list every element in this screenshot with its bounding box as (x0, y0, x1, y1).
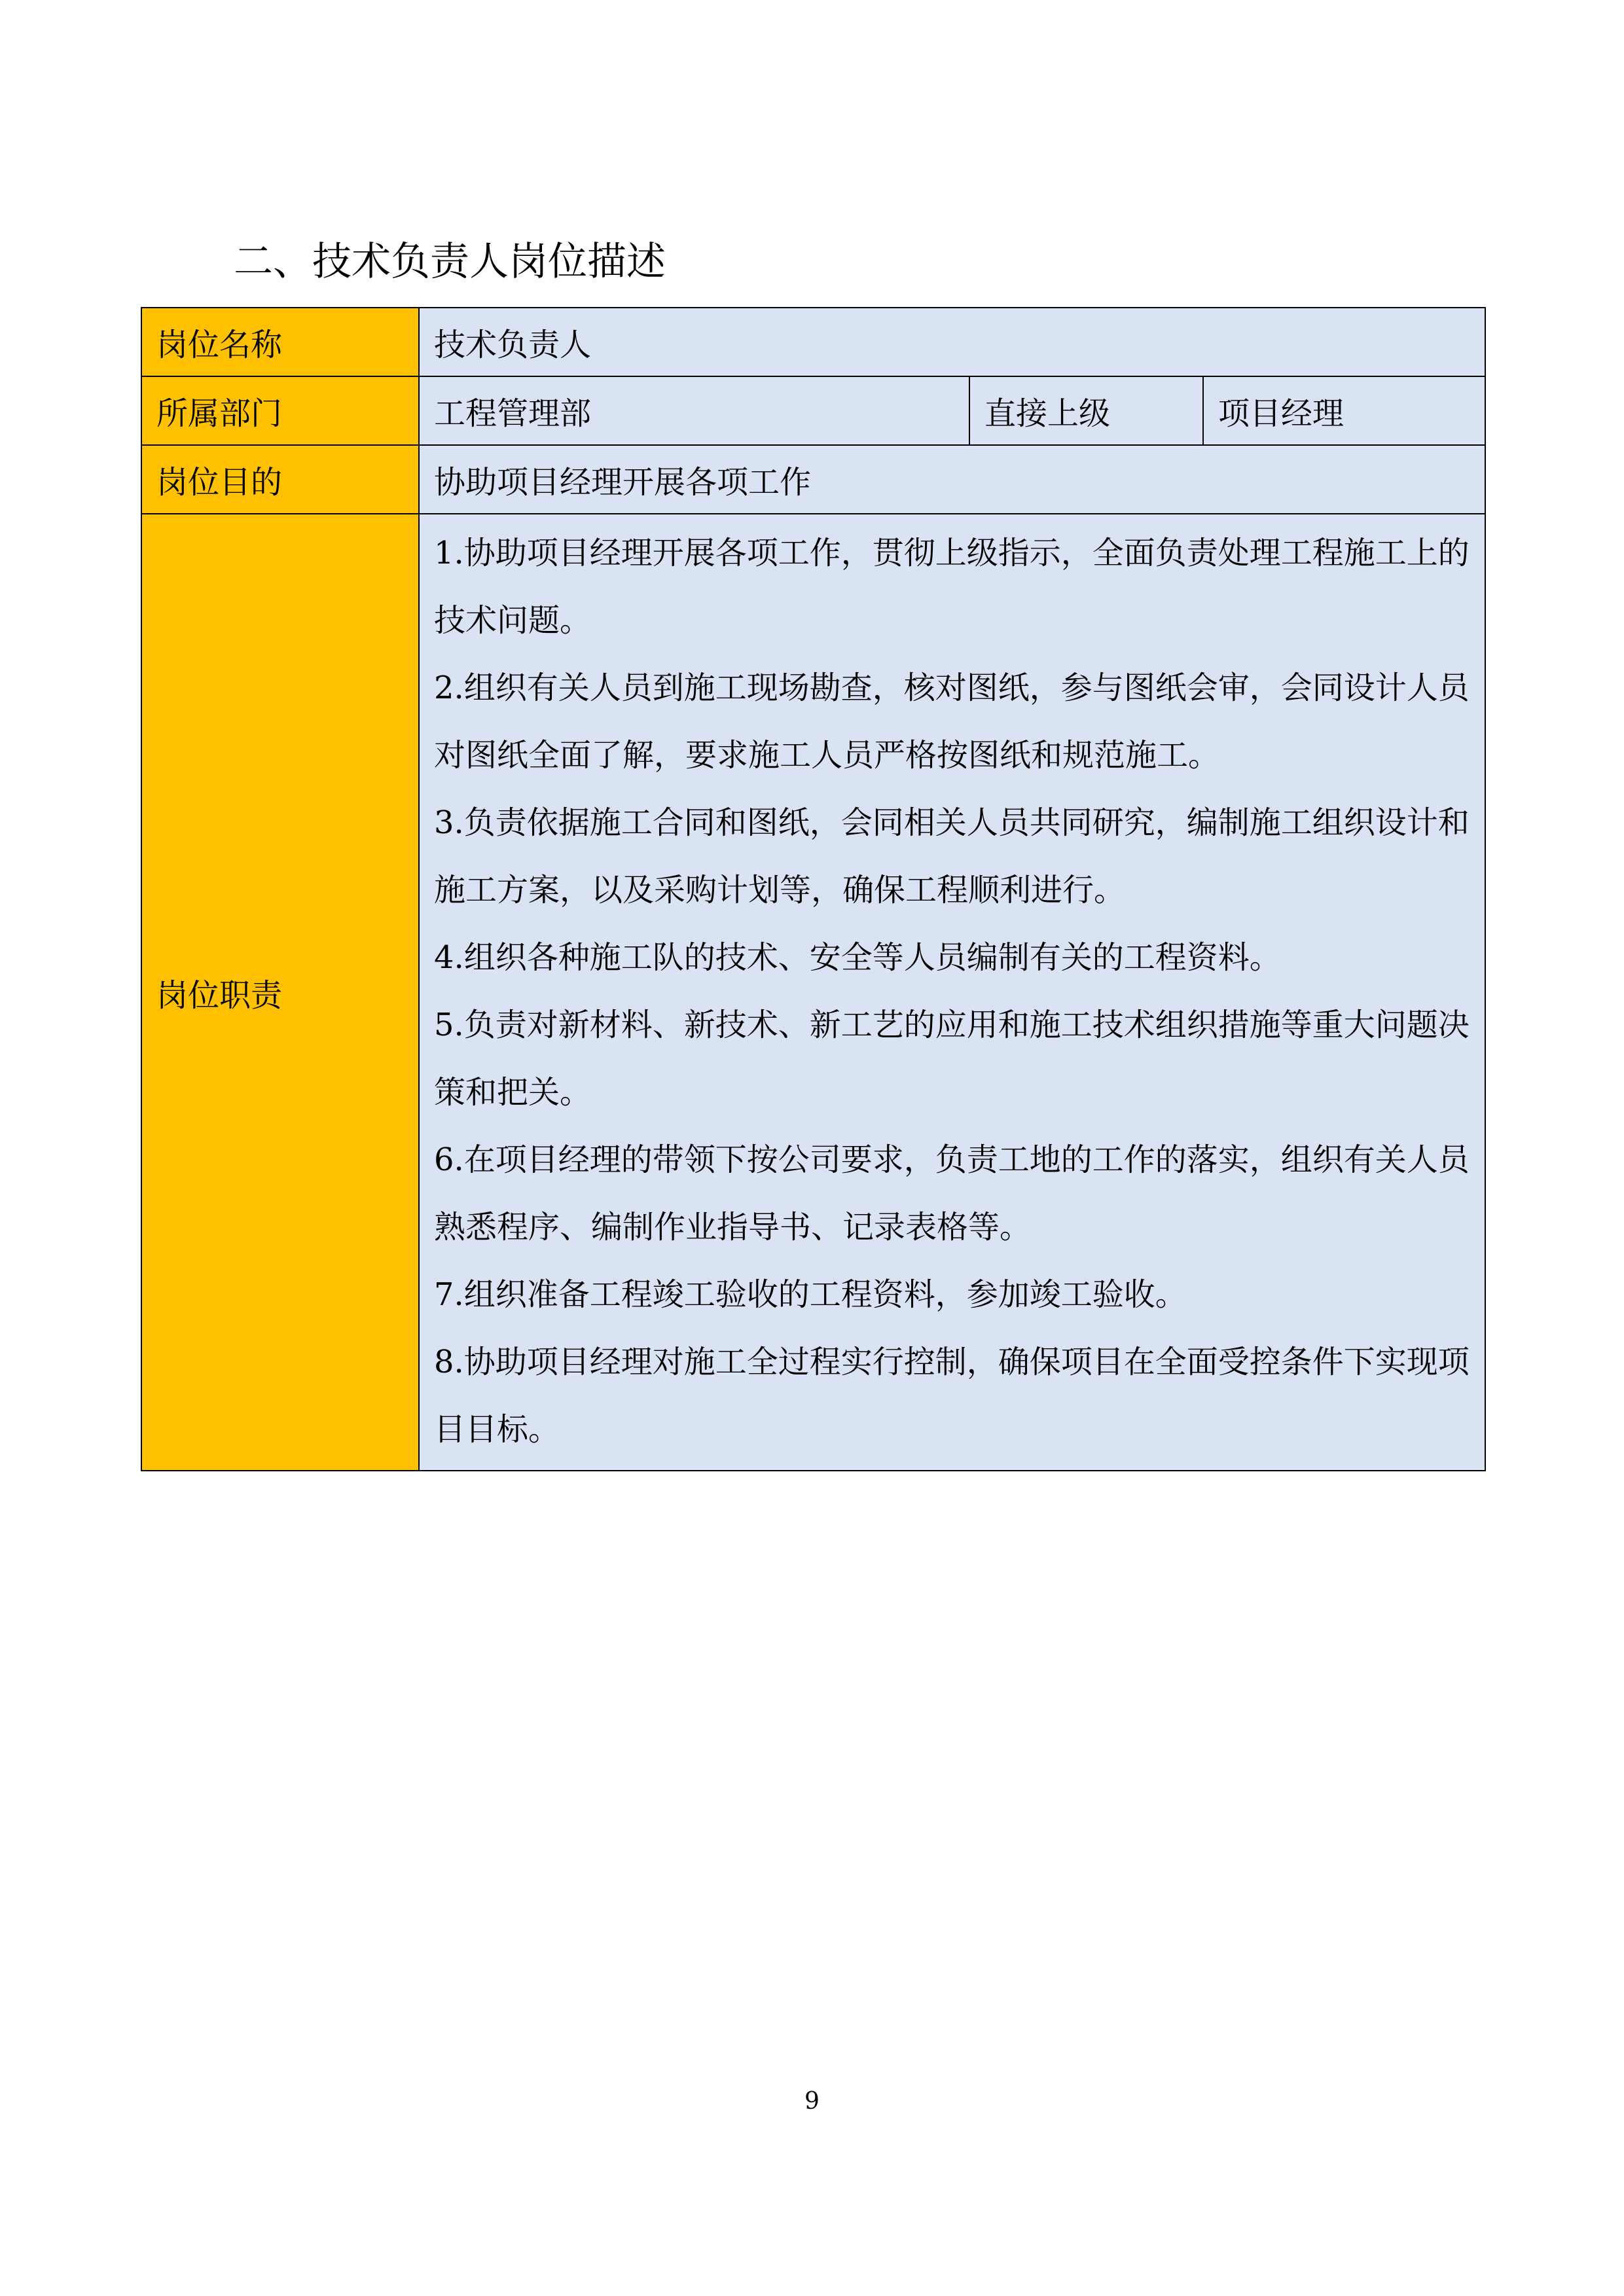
duty-item: 3.负责依据施工合同和图纸，会同相关人员共同研究，编制施工组织设计和施工方案，以及采购计划等，确保工程顺利进行。 (434, 804, 1470, 908)
duty-item: 2.组织有关人员到施工现场勘查，核对图纸，参与图纸会审，会同设计人员对图纸全面了解，要求施工人员严格按图纸和规范施工。 (434, 670, 1470, 774)
duty-item: 1.协助项目经理开展各项工作，贯彻上级指示，全面负责处理工程施工上的技术问题。 (434, 535, 1470, 639)
purpose-value: 协助项目经理开展各项工作 (419, 445, 1485, 514)
duty-item: 6.在项目经理的带领下按公司要求，负责工地的工作的落实，组织有关人员熟悉程序、编制作业指导书、记录表格等。 (434, 1141, 1470, 1246)
post-name-label: 岗位名称 (141, 308, 419, 376)
page-number: 9 (804, 2088, 820, 2115)
duties-list (434, 514, 1470, 1470)
duties-cell (419, 514, 1485, 1471)
table-row-purpose (141, 445, 1485, 514)
department-label: 所属部门 (141, 376, 419, 445)
duty-item: 4.组织各种施工队的技术、安全等人员编制有关的工程资料。 (434, 939, 1281, 976)
table-row-duties (141, 514, 1485, 1471)
purpose-label: 岗位目的 (141, 445, 419, 514)
duties-label: 岗位职责 (141, 514, 419, 1471)
section-heading: 二、技术负责人岗位描述 (234, 239, 666, 285)
duty-item: 7.组织准备工程竣工验收的工程资料，参加竣工验收。 (434, 1276, 1187, 1313)
post-name-value: 技术负责人 (419, 308, 1485, 376)
supervisor-label: 直接上级 (969, 376, 1203, 445)
job-description-table (141, 307, 1486, 1471)
duty-item: 8.协助项目经理对施工全过程实行控制，确保项目在全面受控条件下实现项目目标。 (434, 1344, 1470, 1448)
department-value: 工程管理部 (419, 376, 969, 445)
supervisor-value: 项目经理 (1203, 376, 1485, 445)
table-row-department (141, 376, 1485, 445)
duty-item: 5.负责对新材料、新技术、新工艺的应用和施工技术组织措施等重大问题决策和把关。 (434, 1007, 1470, 1111)
table-row-post-name (141, 308, 1485, 376)
